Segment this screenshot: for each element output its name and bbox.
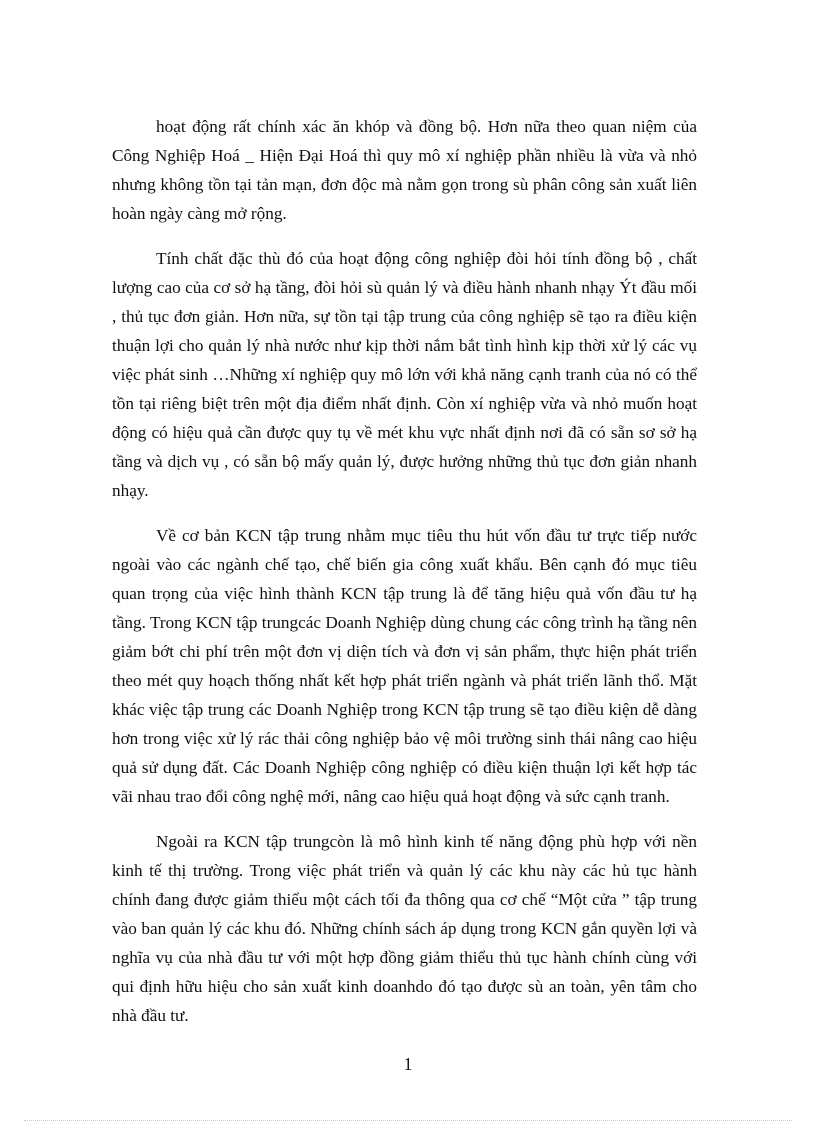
page-bottom-divider [24,1120,792,1121]
document-body [112,112,697,1046]
paragraph-kcn-objectives: Về cơ bản KCN tập trung nhằm mục tiêu thu hút vốn đầu tư trực tiếp nước ngoài vào các ngành chế tạo, chế biến gia công xuất khẩu. Bên cạnh đó mục tiêu quan trọng của việc hình thành KCN tập trung là để tăng hiệu quả vốn đầu tư hạ tầng. Trong KCN tập trungcác Doanh Nghiệp dùng chung các công trình hạ tầng nên giảm bớt chi phí trên một đơn vị diện tích và đơn vị sản phẩm, thực hiện phát triển theo mét quy hoạch thống nhất kết hợp phát triển ngành và phát triển lãnh thổ. Mặt khác việc tập trung các Doanh Nghiệp trong KCN tập trung sẽ tạo điều kiện dễ dàng hơn trong việc xử lý rác thải công nghiệp bảo vệ môi trường sinh thái nâng cao hiệu quả sử dụng đất. Các Doanh Nghiệp công nghiệp có điều kiện thuận lợi kết hợp tác vãi nhau trao đổi công nghệ mới, nâng cao hiệu quả hoạt động và sức cạnh tranh. [112,526,697,806]
paragraph-continuation: hoạt động rất chính xác ăn khóp và đồng bộ. Hơn nữa theo quan niệm của Công Nghiệp Hoá _ Hiện Đại Hoá thì quy mô xí nghiệp phần nhiều là vừa và nhỏ nhưng không tồn tại tản mạn, đơn độc mà nằm gọn trong sù phân công sản xuất liên hoàn ngày càng mở rộng. [112,117,697,223]
page-number: 1 [403,1054,413,1074]
paragraph-kcn-dynamic-model: Ngoài ra KCN tập trungcòn là mô hình kinh tế năng động phù hợp với nền kinh tế thị trường. Trong việc phát triển và quản lý các khu này các hủ tục hành chính đang được giảm thiểu một cách tối đa thông qua cơ chế “Một cửa ” tập trung vào ban quản lý các khu đó. Những chính sách áp dụng trong KCN gắn quyền lợi và nghĩa vụ của nhà đầu tư với một hợp đồng giảm thiểu thủ tục hành chính cùng với qui định hữu hiệu cho sản xuất kinh doanhdo đó tạo được sù an toàn, yên tâm cho nhà đầu tư. [112,832,697,1025]
paragraph-industrial-characteristics: Tính chất đặc thù đó của hoạt động công nghiệp đòi hỏi tính đồng bộ , chất lượng cao của cơ sở hạ tầng, đòi hỏi sù quản lý và điều hành nhanh nhạy Ýt đầu mối , thủ tục đơn giản. Hơn nữa, sự tồn tại tập trung của công nghiệp sẽ tạo ra điều kiện thuận lợi cho quản lý nhà nước như kịp thời nắm bắt tình hình kịp thời xử lý các vụ việc phát sinh …Những xí nghiệp quy mô lớn với khả năng cạnh tranh của nó có thể tồn tại riêng biệt trên một địa điểm nhất định. Còn xí nghiệp vừa và nhỏ muốn hoạt động có hiệu quả cần được quy tụ về mét khu vực nhất định nơi đã có sẵn sơ sở hạ tầng và dịch vụ , có sẵn bộ mấy quản lý, được hưởng những thủ tục đơn giản nhanh nhạy. [112,249,697,500]
